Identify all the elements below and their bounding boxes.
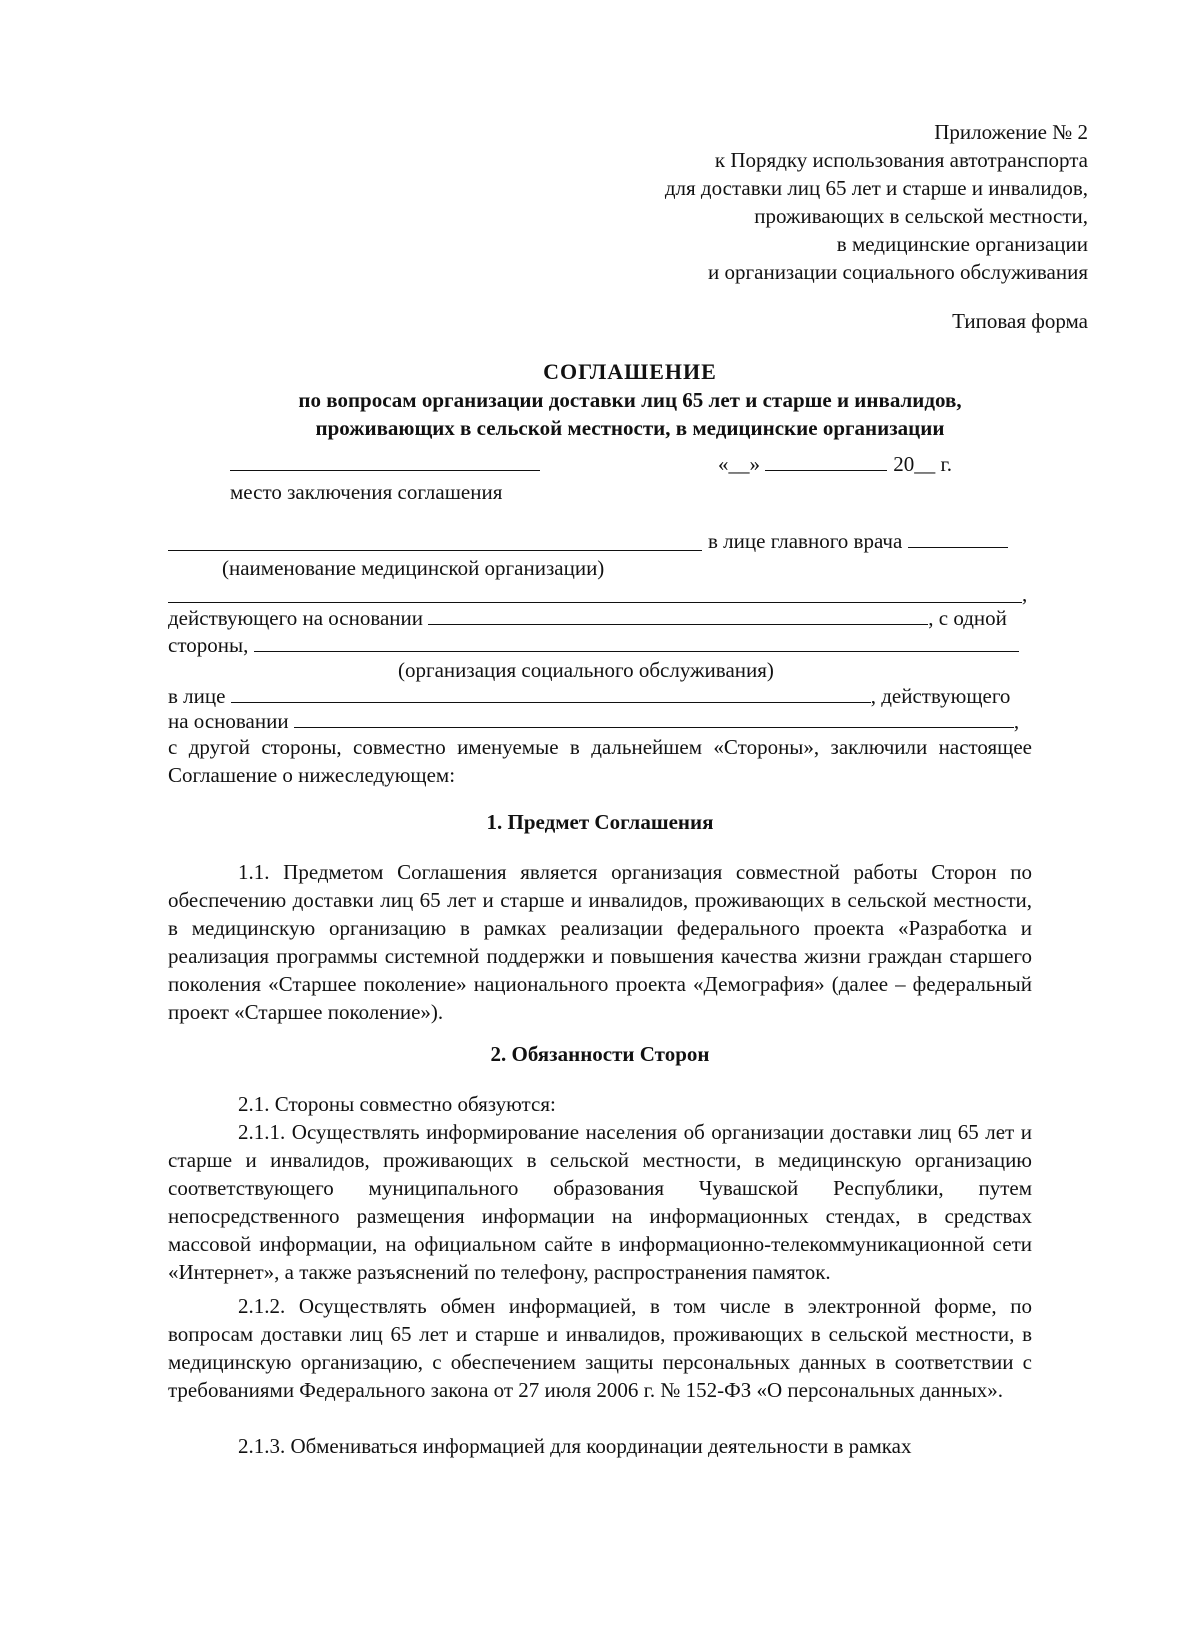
med-org-name-blank[interactable]: [168, 582, 1022, 603]
chief-doctor-line: [708, 527, 1008, 555]
basis-line: [168, 707, 1019, 735]
section2-paragraph-2-1: 2.1. Стороны совместно обязуются:: [238, 1092, 556, 1116]
sides-line: [168, 631, 1019, 659]
chief-doctor-label: в лице главного врача: [708, 529, 903, 553]
acting-label: , действующего: [870, 684, 1011, 708]
date-day-month: «__»: [718, 452, 766, 476]
appendix-line: к Порядку использования автотранспорта: [714, 148, 1088, 172]
social-org-blank[interactable]: [254, 631, 1019, 652]
appendix-line: Приложение № 2: [934, 120, 1088, 144]
representative-blank[interactable]: [231, 682, 871, 703]
section1-heading: 1. Предмет Соглашения: [486, 810, 714, 834]
on-basis-label: на основании: [168, 709, 289, 733]
appendix-line: в медицинские организации: [836, 232, 1088, 256]
comma-mark-2: ,: [1013, 709, 1020, 733]
representative-line: [168, 682, 1010, 710]
acting-basis-label: действующего на основании: [168, 606, 424, 630]
social-org-caption: (организация социального обслуживания): [398, 658, 774, 682]
chief-doctor-blank[interactable]: [908, 527, 1008, 548]
section2-paragraph-2-1-2: 2.1.2. Осуществлять обмен информацией, в том числе в электронной форме, по вопросам доставки лиц 65 лет и старше и инвалидов, проживающих в сельской местности, в медицинскую организацию, с обеспечением защиты персональных данных в соответствии с требованиями Федерального закона от 27 июля 2006 г. № 152-ФЗ «О персональных данных».: [168, 1294, 1032, 1402]
date-year: 20__ г.: [893, 452, 952, 476]
sides-label: стороны,: [168, 633, 249, 657]
one-side-label: , с одной: [928, 606, 1007, 630]
title-subtitle-line1: по вопросам организации доставки лиц 65 лет и старше и инвалидов,: [298, 388, 962, 412]
appendix-header: [665, 118, 1088, 286]
section2-paragraph-2-1-3: 2.1.3. Обмениваться информацией для координации деятельности в рамках: [238, 1434, 912, 1458]
parties-closing-paragraph: с другой стороны, совместно именуемые в дальнейшем «Стороны», заключили настоящее Соглашение о нижеследующем:: [168, 735, 1032, 787]
in-person-label: в лице: [168, 684, 226, 708]
form-type-label: Типовая форма: [952, 309, 1088, 333]
section2-paragraph-2-1-1: 2.1.1. Осуществлять информирование населения об организации доставки лиц 65 лет и старше и инвалидов, проживающих в сельской местности, в медицинскую организацию соответствующего муниципального образования Чувашской Республики, путем непосредственного размещения информации на информационных стендах, в средствах массовой информации, на официальном сайте в информационно-телекоммуникационной сети «Интернет», а также разъяснений по телефону, распространения памяток.: [168, 1120, 1032, 1284]
title-subtitle-line2: проживающих в сельской местности, в медицинские организации: [315, 416, 945, 440]
appendix-line: проживающих в сельской местности,: [754, 204, 1088, 228]
basis-blank[interactable]: [294, 707, 1014, 728]
appendix-line: и организации социального обслуживания: [708, 260, 1088, 284]
appendix-line: для доставки лиц 65 лет и старше и инвалидов,: [664, 176, 1088, 200]
date-month-blank[interactable]: [765, 450, 887, 471]
section2-heading: 2. Обязанности Сторон: [490, 1042, 710, 1066]
place-caption: место заключения соглашения: [230, 480, 503, 504]
comma-mark: ,: [1022, 582, 1028, 606]
acting-basis-blank[interactable]: [428, 604, 928, 625]
place-blank[interactable]: [230, 450, 540, 471]
title-main: СОГЛАШЕНИЕ: [543, 359, 717, 384]
document-title: [0, 358, 1200, 442]
med-org-blank[interactable]: [168, 530, 702, 551]
med-org-caption: (наименование медицинской организации): [222, 556, 605, 580]
section1-paragraph-1-1: 1.1. Предметом Соглашения является организация совместной работы Сторон по обеспечению доставки лиц 65 лет и старше и инвалидов, проживающих в сельской местности, в медицинскую организацию в рамках реализации федерального проекта «Разработка и реализация программы системной поддержки и повышения качества жизни граждан старшего поколения «Старшее поколение» национального проекта «Демография» (далее – федеральный проект «Старшее поколение»).: [168, 860, 1032, 1024]
acting-basis-line: [168, 604, 1007, 632]
date-line: [718, 450, 952, 478]
